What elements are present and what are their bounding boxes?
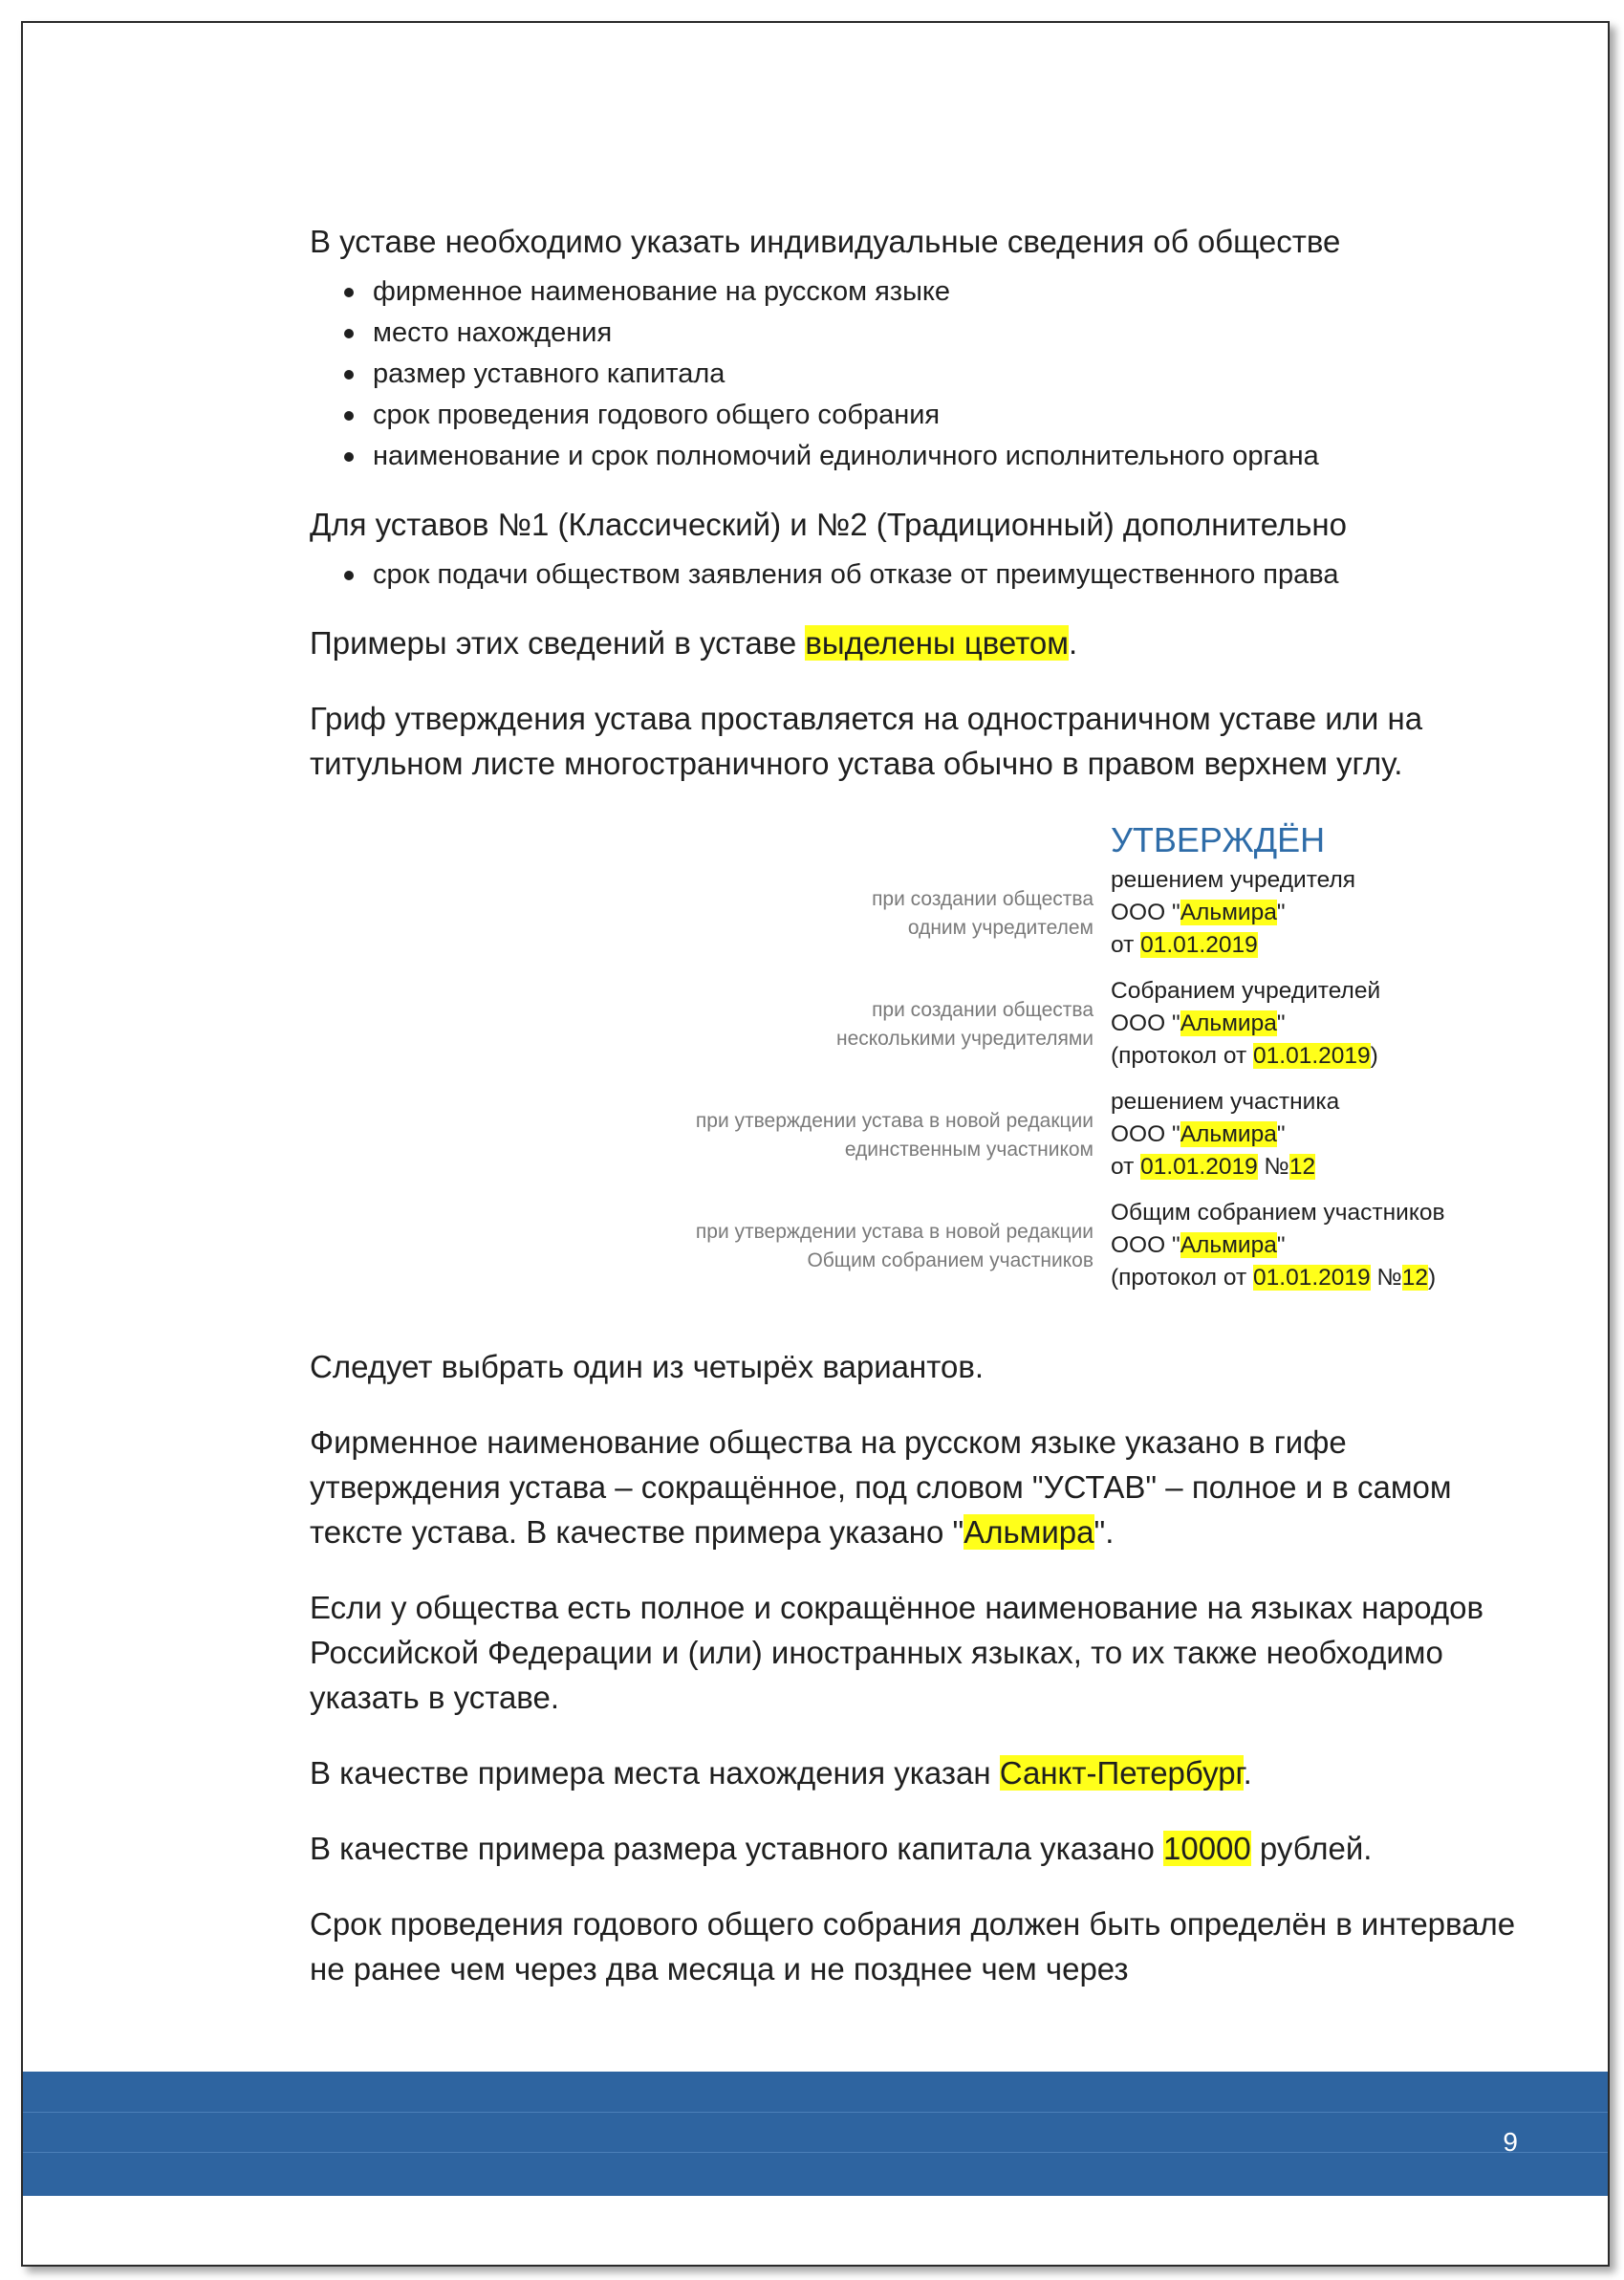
number-sign: №	[1370, 1265, 1402, 1291]
page-number: 9	[1503, 2127, 1518, 2157]
variant-text	[1111, 975, 1380, 1073]
variant-text	[1111, 1086, 1339, 1183]
capital-paragraph	[310, 1826, 1543, 1871]
variant-note	[520, 1218, 1093, 1275]
highlighted-location: Санкт-Петербург	[999, 1755, 1244, 1791]
footer-divider	[23, 2152, 1608, 2153]
variant-note-line: при создании общества	[872, 888, 1093, 910]
approval-company-line	[1111, 897, 1355, 929]
variant-text	[1111, 1197, 1444, 1294]
date-prefix: от	[1111, 932, 1141, 958]
highlighted-capital: 10000	[1163, 1831, 1251, 1866]
location-end: .	[1243, 1755, 1252, 1791]
approval-date-line	[1111, 1262, 1444, 1294]
ooo-suffix: "	[1276, 1010, 1286, 1036]
variant-note	[520, 1107, 1093, 1164]
variant-note-line: единственным участником	[844, 1139, 1093, 1161]
approval-body: решением учредителя	[1111, 867, 1356, 893]
languages-paragraph: Если у общества есть полное и сокращённое наименование на языках народов Российской Федерации и (или) иностранных языках, то их также необходимо указать в уставе.	[310, 1590, 1483, 1715]
company-name: Альмира	[1180, 1232, 1277, 1258]
approval-stamp-examples	[310, 816, 1543, 1315]
examples-paragraph	[310, 620, 1543, 665]
variant-note-line: несколькими учредителями	[835, 1028, 1093, 1050]
intro-paragraph: В уставе необходимо указать индивидуальные сведения об обществе	[310, 224, 1341, 259]
location-paragraph	[310, 1750, 1543, 1795]
meeting-paragraph: Срок проведения годового общего собрания должен быть определён в интервале не ранее чем через два месяца и не позднее чем через	[310, 1906, 1516, 1987]
name-paragraph	[310, 1420, 1543, 1554]
page-content	[310, 219, 1543, 1991]
footer-band	[23, 2072, 1608, 2196]
date-suffix: )	[1370, 1043, 1378, 1069]
approval-date: 01.01.2019	[1140, 1154, 1258, 1180]
date-prefix: (протокол от	[1111, 1043, 1254, 1069]
approval-body: решением участника	[1111, 1089, 1340, 1115]
list-item: фирменное наименование на русском языке	[344, 271, 1543, 313]
variant-note	[520, 885, 1093, 943]
list-item: наименование и срок полномочий единоличного исполнительного органа	[344, 436, 1543, 477]
list-item: срок проведения годового общего собрания	[344, 395, 1543, 436]
name-text: Фирменное наименование общества на русском языке указано в гифе утверждения устава – сокращённое, под словом "УСТАВ" – полное и в самом тексте устава. В качестве примера указано "	[310, 1424, 1452, 1550]
examples-text: Примеры этих сведений в уставе	[310, 625, 806, 661]
choose-paragraph: Следует выбрать один из четырёх вариантов.	[310, 1349, 985, 1384]
location-text: В качестве примера места нахождения указан	[310, 1755, 1000, 1791]
approval-number: 12	[1401, 1265, 1428, 1291]
ooo-prefix: ООО "	[1111, 1010, 1180, 1036]
number-sign: №	[1257, 1154, 1289, 1180]
variant-note-line: одним учредителем	[907, 917, 1093, 939]
extra-items-list	[310, 554, 1543, 596]
required-items-list	[310, 271, 1543, 477]
company-name: Альмира	[1180, 1010, 1277, 1036]
list-item: срок подачи обществом заявления об отказе от преимущественного права	[344, 554, 1543, 596]
approval-date: 01.01.2019	[1253, 1043, 1371, 1069]
variant-note-line: при создании общества	[872, 999, 1093, 1021]
approval-company-line	[1111, 1118, 1339, 1151]
date-prefix: от	[1111, 1154, 1141, 1180]
ooo-prefix: ООО "	[1111, 1232, 1180, 1258]
date-prefix: (протокол от	[1111, 1265, 1254, 1291]
approval-date: 01.01.2019	[1140, 932, 1258, 958]
approval-body: Общим собранием участников	[1111, 1200, 1445, 1226]
highlighted-text: выделены цветом	[805, 625, 1069, 661]
approval-body: Собранием учредителей	[1111, 978, 1381, 1004]
capital-text: В качестве примера размера уставного капитала указано	[310, 1831, 1163, 1866]
grif-paragraph: Гриф утверждения устава проставляется на одностраничном уставе или на титульном листе многостраничного устава обычно в правом верхнем углу.	[310, 701, 1423, 781]
ooo-suffix: "	[1276, 1121, 1286, 1147]
variant-note-line: при утверждении устава в новой редакции	[695, 1110, 1093, 1132]
approval-company-line	[1111, 1008, 1380, 1040]
approval-date-line	[1111, 929, 1355, 962]
highlighted-company-name: Альмира	[964, 1514, 1094, 1550]
extra-intro-paragraph: Для уставов №1 (Классический) и №2 (Традиционный) дополнительно	[310, 507, 1347, 542]
ooo-prefix: ООО "	[1111, 900, 1180, 925]
list-item: размер уставного капитала	[344, 354, 1543, 395]
capital-end: рублей.	[1250, 1831, 1373, 1866]
approval-number: 12	[1288, 1154, 1316, 1180]
list-item: место нахождения	[344, 313, 1543, 354]
variant-note	[520, 996, 1093, 1053]
footer-divider	[23, 2112, 1608, 2113]
approval-date-line	[1111, 1151, 1339, 1183]
company-name: Альмира	[1180, 900, 1277, 925]
variant-note-line: при утверждении устава в новой редакции	[695, 1221, 1093, 1243]
ooo-suffix: "	[1276, 900, 1286, 925]
approval-date-line	[1111, 1040, 1380, 1073]
ooo-prefix: ООО "	[1111, 1121, 1180, 1147]
approval-date: 01.01.2019	[1253, 1265, 1371, 1291]
document-page	[21, 21, 1610, 2267]
approval-company-line	[1111, 1229, 1444, 1262]
examples-end: .	[1068, 625, 1078, 661]
ooo-suffix: "	[1276, 1232, 1286, 1258]
approval-title: УТВЕРЖДЁН	[1111, 820, 1326, 859]
company-name: Альмира	[1180, 1121, 1277, 1147]
variant-text	[1111, 864, 1355, 962]
date-suffix: )	[1428, 1265, 1437, 1291]
name-end: ".	[1093, 1514, 1115, 1550]
variant-note-line: Общим собранием участников	[807, 1249, 1093, 1271]
